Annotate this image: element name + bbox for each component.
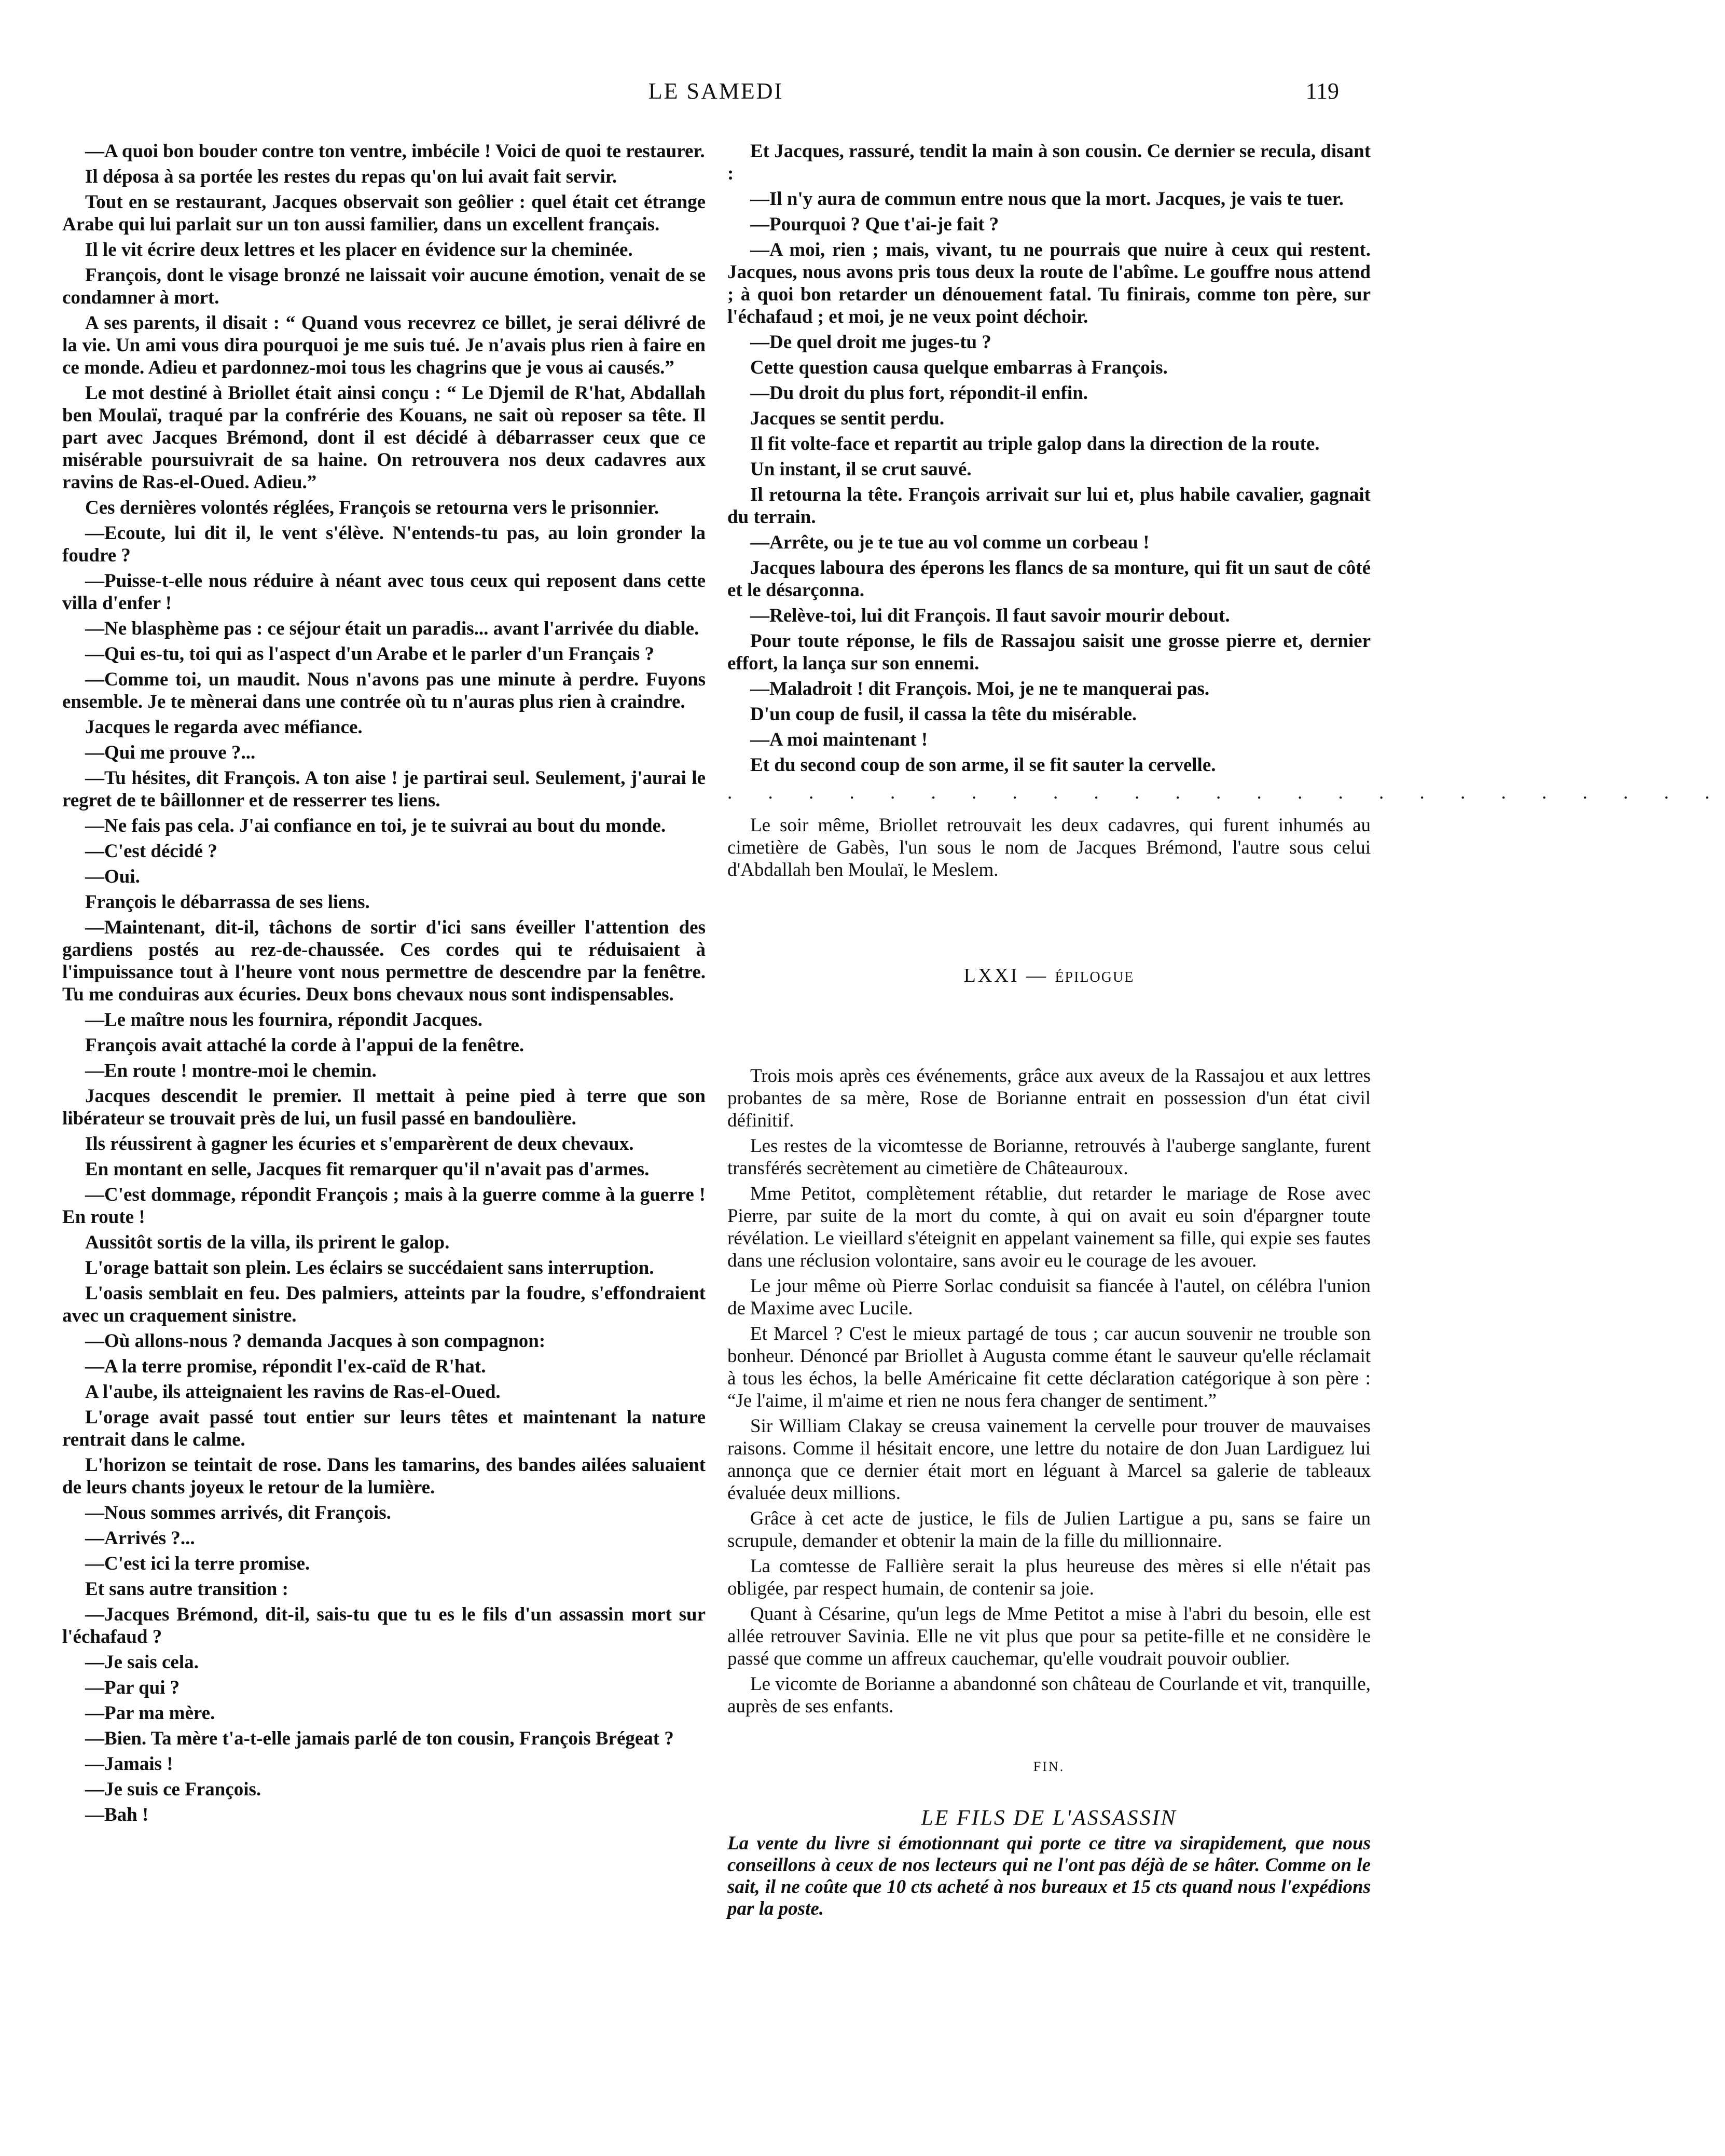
epilogue-text: [727, 1065, 1371, 1718]
paragraph: —Maintenant, dit-il, tâchons de sortir d'ici sans éveiller l'attention des gardiens postés au rez-de-chaussée. Ces cordes qui te réduisaient à l'impuissance tout à l'heure vont nous permettre de descendre par la fenêtre. Tu me conduiras aux écuries. Deux bons chevaux nous sont indispensables.: [62, 917, 706, 1005]
paragraph: Et Marcel ? C'est le mieux partagé de tous ; car aucun souvenir ne trouble son bonheur. Dénoncé par Briollet à Augusta comme étant le sauveur qu'elle réclamait à tous les échos, la belle Américaine fit cette déclaration catégorique à son père : “Je l'aime, il m'aime et rien ne nous fera changer de sentiment.”: [727, 1323, 1371, 1411]
paragraph: Le vicomte de Borianne a abandonné son château de Courlande et vit, tranquille, auprès de ses enfants.: [727, 1673, 1371, 1717]
paragraph: —Par ma mère.: [85, 1702, 215, 1724]
paragraph: —C'est dommage, répondit François ; mais à la guerre comme à la guerre ! En route !: [62, 1184, 706, 1228]
paragraph: Le jour même où Pierre Sorlac conduisit sa fiancée à l'autel, on célébra l'union de Maxime avec Lucile.: [727, 1275, 1371, 1319]
paragraph: Et du second coup de son arme, il se fit sauter la cervelle.: [750, 754, 1216, 776]
chapter-title: ÉPILOGUE: [1055, 969, 1135, 985]
paragraph: —Pourquoi ? Que t'ai-je fait ?: [750, 214, 999, 235]
paragraph: François avait attaché la corde à l'appui de la fenêtre.: [85, 1035, 525, 1056]
paragraph: —Où allons-nous ? demanda Jacques à son compagnon:: [85, 1330, 546, 1352]
paragraph: —Bah !: [85, 1804, 149, 1825]
paragraph: Et Jacques, rassuré, tendit la main à son cousin. Ce dernier se recula, disant :: [727, 141, 1371, 184]
paragraph: Les restes de la vicomtesse de Borianne, retrouvés à l'auberge sanglante, furent transférés secrètement au cimetière de Châteauroux.: [727, 1135, 1371, 1179]
paragraph: —C'est ici la terre promise.: [85, 1553, 310, 1574]
paragraph: —A moi, rien ; mais, vivant, tu ne pourrais que nuire à ceux qui restent. Jacques, nous avons pris tous deux la route de l'abîme. Le gouffre nous attend ; à quoi bon retarder un dénouement fatal. Tu finirais, comme ton père, sur l'échafaud ; et moi, je ne veux point déchoir.: [727, 239, 1371, 327]
paragraph: —A quoi bon bouder contre ton ventre, imbécile ! Voici de quoi te restaurer.: [85, 141, 705, 162]
paragraph: Et sans autre transition :: [85, 1578, 288, 1600]
paragraph: D'un coup de fusil, il cassa la tête du misérable.: [750, 704, 1137, 725]
paragraph: Le soir même, Briollet retrouvait les deux cadavres, qui furent inhumés au cimetière de Gabès, l'un sous le nom de Jacques Brémond, l'autre sous celui d'Abdallah ben Moulaï, le Meslem.: [727, 815, 1371, 881]
fin-marker: FIN.: [1033, 1759, 1065, 1774]
paragraph: —Arrête, ou je te tue au vol comme un corbeau !: [750, 532, 1150, 553]
paragraph: Mme Petitot, complètement rétablie, dut retarder le mariage de Rose avec Pierre, par suite de la mort du comte, à qui on avait eu soin d'épargner toute révélation. Le vieillard s'éteignit en appelant vainement sa fille, qui expie ses fautes dans une réclusion volontaire, sans avoir eu le courage de les avouer.: [727, 1183, 1371, 1271]
paragraph: A ses parents, il disait : “ Quand vous recevrez ce billet, je serai délivré de la vie. Un ami vous dira pourquoi je me suis tué. Je n'avais plus rien à faire en ce monde. Adieu et pardonnez-moi tous les chagrins que je vous ai causés.”: [62, 312, 706, 378]
paragraph: —Il n'y aura de commun entre nous que la mort. Jacques, je vais te tuer.: [750, 188, 1344, 210]
paragraph: En montant en selle, Jacques fit remarquer qu'il n'avait pas d'armes.: [85, 1159, 650, 1180]
paragraph: Il le vit écrire deux lettres et les placer en évidence sur la cheminée.: [85, 239, 633, 260]
paragraph: —Le maître nous les fournira, répondit Jacques.: [85, 1009, 483, 1031]
ellipsis-separator: . . . . . . . . . . . . . . . . . . . . . . . . .: [727, 782, 1725, 803]
paragraph: Il déposa à sa portée les restes du repas qu'on lui avait fait servir.: [85, 166, 617, 187]
left-column: [62, 140, 706, 1829]
paragraph: —Jacques Brémond, dit-il, sais-tu que tu es le fils d'un assassin mort sur l'échafaud ?: [62, 1604, 706, 1647]
paragraph: —De quel droit me juges-tu ?: [750, 332, 991, 353]
paragraph: Il retourna la tête. François arrivait sur lui et, plus habile cavalier, gagnait du terrain.: [727, 484, 1371, 528]
journal-title: LE SAMEDI: [648, 78, 784, 104]
paragraph: Sir William Clakay se creusa vainement la cervelle pour trouver de mauvaises raisons. Comme il hésitait encore, une lettre du notaire de don Juan Lardiguez lui annonça que ce dernier était mort en léguant à Marcel sa galerie de tableaux évaluée deux millions.: [727, 1416, 1371, 1504]
paragraph: —Ne fais pas cela. J'ai confiance en toi, je te suivrai au bout du monde.: [85, 815, 666, 836]
chapter-heading: [727, 964, 1371, 987]
paragraph: Grâce à cet acte de justice, le fils de Julien Lartigue a pu, sans se faire un scrupule, demander et obtenir la main de la fille du millionnaire.: [727, 1508, 1371, 1551]
paragraph: Jacques laboura des éperons les flancs de sa monture, qui fit un saut de côté et le désarçonna.: [727, 557, 1371, 601]
paragraph: —Qui me prouve ?...: [85, 742, 256, 763]
page-header: [0, 78, 1430, 125]
paragraph: Tout en se restaurant, Jacques observait son geôlier : quel était cet étrange Arabe qui lui parlait sur un ton aussi familier, dans un excellent français.: [62, 191, 706, 235]
paragraph: Jacques descendit le premier. Il mettait à peine pied à terre que son libérateur se trouvait près de lui, un fusil passé en bandoulière.: [62, 1086, 706, 1129]
paragraph: —Bien. Ta mère t'a-t-elle jamais parlé de ton cousin, François Brégeat ?: [85, 1728, 674, 1749]
paragraph: —Comme toi, un maudit. Nous n'avons pas une minute à perdre. Fuyons ensemble. Je te mènerai dans une contrée où tu n'auras plus rien à craindre.: [62, 669, 706, 712]
paragraph: —Relève-toi, lui dit François. Il faut savoir mourir debout.: [750, 605, 1230, 626]
chapter-dash: —: [1026, 965, 1048, 986]
paragraph: L'orage battait son plein. Les éclairs se succédaient sans interruption.: [85, 1257, 654, 1279]
paragraph: L'oasis semblait en feu. Des palmiers, atteints par la foudre, s'effondraient avec un craquement sinistre.: [62, 1283, 706, 1326]
paragraph: —Ne blasphème pas : ce séjour était un paradis... avant l'arrivée du diable.: [85, 618, 699, 639]
paragraph: —Nous sommes arrivés, dit François.: [85, 1502, 391, 1523]
paragraph: —Maladroit ! dit François. Moi, je ne te manquerai pas.: [750, 678, 1210, 699]
paragraph: —Oui.: [85, 866, 140, 887]
paragraph: Le mot destiné à Briollet était ainsi conçu : “ Le Djemil de R'hat, Abdallah ben Moulaï, traqué par la confrérie des Kouans, ne sait où reposer sa tête. Il part avec Jacques Brémond, dont il est décidé à débarrasser ceux que ce misérable poursuivrait de sa haine. On retrouvera nos deux cadavres aux ravins de Ras-el-Oued. Adieu.”: [62, 382, 706, 493]
paragraph: —A moi maintenant !: [750, 729, 928, 750]
paragraph: —Je sais cela.: [85, 1652, 199, 1673]
paragraph: —Arrivés ?...: [85, 1528, 195, 1549]
paragraph: Un instant, il se crut sauvé.: [750, 459, 972, 480]
paragraph: —Qui es-tu, toi qui as l'aspect d'un Arabe et le parler d'un Français ?: [85, 643, 655, 665]
ad-title: LE FILS DE L'ASSASSIN: [921, 1806, 1177, 1830]
paragraph: Aussitôt sortis de la villa, ils prirent le galop.: [85, 1232, 450, 1253]
paragraph: —C'est décidé ?: [85, 841, 217, 862]
paragraph: Il fit volte-face et repartit au triple galop dans la direction de la route.: [750, 433, 1320, 455]
paragraph: —A la terre promise, répondit l'ex-caïd de R'hat.: [85, 1356, 486, 1377]
paragraph: Cette question causa quelque embarras à François.: [750, 357, 1168, 378]
paragraph: Ils réussirent à gagner les écuries et s'emparèrent de deux chevaux.: [85, 1133, 634, 1155]
paragraph: François, dont le visage bronzé ne laissait voir aucune émotion, venait de se condamner à mort.: [62, 265, 706, 308]
paragraph: —Du droit du plus fort, répondit-il enfin.: [750, 382, 1088, 404]
paragraph: —Par qui ?: [85, 1677, 180, 1698]
paragraph: Ces dernières volontés réglées, François se retourna vers le prisonnier.: [85, 497, 659, 518]
paragraph: —Puisse-t-elle nous réduire à néant avec tous ceux qui reposent dans cette villa d'enfer !: [62, 570, 706, 614]
paragraph: La comtesse de Fallière serait la plus heureuse des mères si elle n'était pas obligée, par respect humain, de contenir sa joie.: [727, 1556, 1371, 1599]
ad-body: La vente du livre si émotionnant qui porte ce titre va sirapidement, que nous conseillons à ceux de nos lecteurs qui ne l'ont pas déjà de se hâter. Comme on le sait, il ne coûte que 10 cts acheté à nos bureaux et 15 cts quand nous l'expédions par la poste.: [727, 1833, 1371, 1919]
paragraph: —Jamais !: [85, 1753, 173, 1775]
paragraph: François le débarrassa de ses liens.: [85, 891, 370, 913]
paragraph: L'horizon se teintait de rose. Dans les tamarins, des bandes ailées saluaient de leurs chants joyeux le retour de la lumière.: [62, 1454, 706, 1498]
paragraph: Jacques se sentit perdu.: [750, 408, 945, 429]
page-number: 119: [1305, 78, 1339, 104]
right-column-burial: [727, 814, 1371, 881]
paragraph: —Ecoute, lui dit il, le vent s'élève. N'entends-tu pas, au loin gronder la foudre ?: [62, 523, 706, 566]
right-column-story-end: [727, 140, 1371, 776]
paragraph: —Tu hésites, dit François. A ton aise ! je partirai seul. Seulement, j'aurai le regret de te bâillonner et de resserrer tes liens.: [62, 767, 706, 811]
paragraph: —Je suis ce François.: [85, 1779, 261, 1800]
paragraph: A l'aube, ils atteignaient les ravins de Ras-el-Oued.: [85, 1381, 501, 1403]
paragraph: Trois mois après ces événements, grâce aux aveux de la Rassajou et aux lettres probantes de sa mère, Rose de Borianne entrait en possession d'un état civil définitif.: [727, 1065, 1371, 1131]
paragraph: —En route ! montre-moi le chemin.: [85, 1060, 377, 1081]
paragraph: Quant à Césarine, qu'un legs de Mme Petitot a mise à l'abri du besoin, elle est allée retrouver Savinia. Elle ne vit plus que pour sa petite-fille et ne considère le passé que comme un affreux cauchemar, qu'elle voudrait pouvoir oublier.: [727, 1603, 1371, 1669]
chapter-number: LXXI: [963, 965, 1019, 986]
paragraph: Pour toute réponse, le fils de Rassajou saisit une grosse pierre et, dernier effort, la lança sur son ennemi.: [727, 630, 1371, 674]
paragraph: Jacques le regarda avec méfiance.: [85, 717, 363, 738]
paragraph: L'orage avait passé tout entier sur leurs têtes et maintenant la nature rentrait dans le calme.: [62, 1407, 706, 1450]
right-column: [727, 140, 1725, 1920]
